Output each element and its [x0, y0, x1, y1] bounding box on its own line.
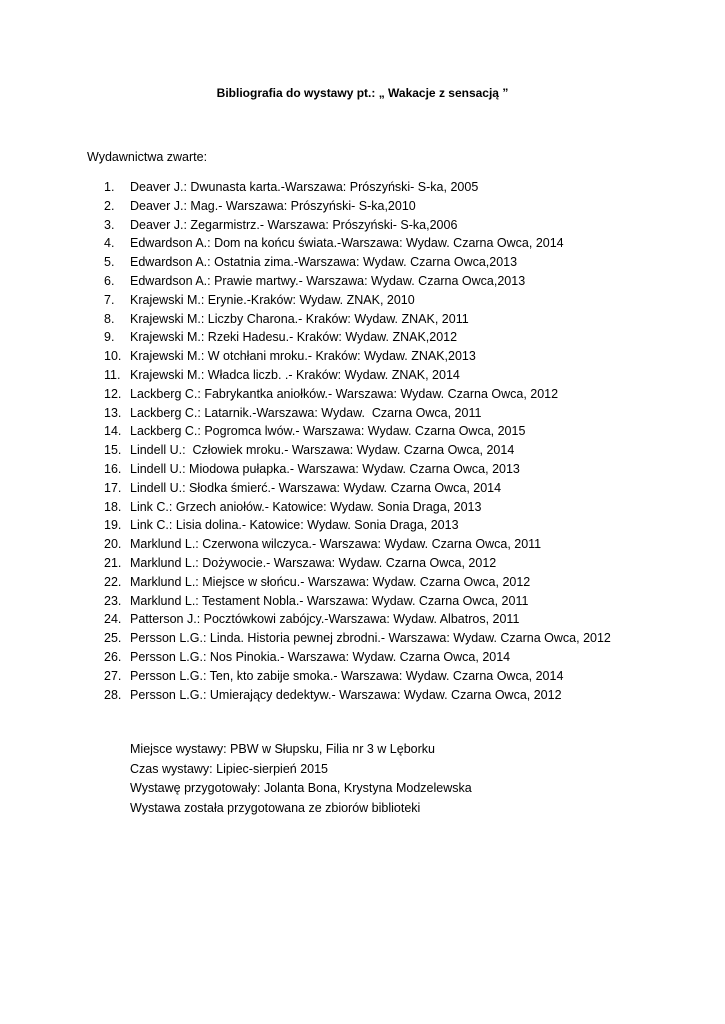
- list-item-text: Lackberg C.: Fabrykantka aniołków.- Warszawa: Wydaw. Czarna Owca, 2012: [130, 386, 559, 401]
- list-item-number: 19.: [104, 518, 122, 533]
- list-item-text: Lindell U.: Człowiek mroku.- Warszawa: Wydaw. Czarna Owca, 2014: [130, 443, 515, 458]
- list-item: [104, 686, 611, 705]
- list-item-number: 9.: [104, 330, 115, 345]
- list-item-number: 4.: [104, 236, 115, 251]
- list-item-number: 26.: [104, 649, 122, 664]
- bibliography-list: [104, 178, 611, 704]
- list-item-number: 11.: [104, 367, 121, 382]
- list-item: [104, 629, 611, 648]
- list-item-text: Link C.: Grzech aniołów.- Katowice: Wydaw. Sonia Draga, 2013: [130, 499, 482, 514]
- list-item-text: Krajewski M.: Erynie.-Kraków: Wydaw. ZNAK, 2010: [130, 292, 415, 307]
- list-item-number: 18.: [104, 499, 122, 514]
- list-item: [104, 516, 611, 535]
- list-item: [104, 573, 611, 592]
- list-item-number: 2.: [104, 198, 115, 213]
- list-item-text: Persson L.G.: Umierający dedektyw.- Warszawa: Wydaw. Czarna Owca, 2012: [130, 687, 562, 702]
- list-item-number: 27.: [104, 668, 122, 683]
- exhibition-source: Wystawa została przygotowana ze zbiorów biblioteki: [130, 800, 421, 815]
- page-title: Bibliografia do wystawy pt.: „ Wakacje z sensacją ”: [216, 86, 509, 100]
- list-item-number: 15.: [104, 443, 122, 458]
- exhibition-info: [130, 740, 472, 818]
- list-item-text: Lackberg C.: Latarnik.-Warszawa: Wydaw. Czarna Owca, 2011: [130, 405, 482, 420]
- list-item-text: Krajewski M.: Władca liczb. .- Kraków: Wydaw. ZNAK, 2014: [130, 367, 460, 382]
- list-item-text: Persson L.G.: Linda. Historia pewnej zbrodni.- Warszawa: Wydaw. Czarna Owca, 2012: [130, 631, 611, 646]
- list-item-text: Deaver J.: Dwunasta karta.-Warszawa: Prószyński- S-ka, 2005: [130, 180, 479, 194]
- list-item: [104, 667, 611, 686]
- list-item-number: 8.: [104, 311, 115, 326]
- list-item-text: Lindell U.: Słodka śmierć.- Warszawa: Wydaw. Czarna Owca, 2014: [130, 480, 502, 495]
- list-item: [104, 385, 611, 404]
- list-item-text: Edwardson A.: Ostatnia zima.-Warszawa: Wydaw. Czarna Owca,2013: [130, 255, 518, 270]
- list-item: [104, 366, 611, 385]
- list-item-number: 7.: [104, 292, 115, 307]
- exhibition-authors: Wystawę przygotowały: Jolanta Bona, Krystyna Modzelewska: [130, 781, 472, 795]
- list-item: [104, 234, 611, 253]
- list-item: [104, 460, 611, 479]
- list-item-number: 10.: [104, 349, 122, 364]
- list-item: [104, 272, 611, 291]
- list-item-text: Edwardson A.: Prawie martwy.- Warszawa: Wydaw. Czarna Owca,2013: [130, 273, 526, 288]
- list-item-number: 24.: [104, 612, 122, 627]
- list-item: [104, 422, 611, 441]
- list-item-text: Patterson J.: Pocztówkowi zabójcy.-Warszawa: Wydaw. Albatros, 2011: [130, 612, 520, 627]
- list-item: [104, 197, 611, 216]
- list-item-text: Lackberg C.: Pogromca lwów.- Warszawa: Wydaw. Czarna Owca, 2015: [130, 424, 526, 439]
- list-item-text: Edwardson A.: Dom na końcu świata.-Warszawa: Wydaw. Czarna Owca, 2014: [130, 236, 564, 251]
- list-item-number: 14.: [104, 424, 122, 439]
- list-item-text: Deaver J.: Zegarmistrz.- Warszawa: Prószyński- S-ka,2006: [130, 217, 458, 232]
- list-item: [104, 310, 611, 329]
- list-item-text: Lindell U.: Miodowa pułapka.- Warszawa: Wydaw. Czarna Owca, 2013: [130, 461, 520, 476]
- list-item: [104, 347, 611, 366]
- list-item-number: 25.: [104, 631, 122, 646]
- list-item: [104, 610, 611, 629]
- list-item-number: 5.: [104, 255, 115, 270]
- list-item: [104, 216, 611, 235]
- list-item-number: 22.: [104, 574, 122, 589]
- list-item: [104, 498, 611, 517]
- list-item-number: 13.: [104, 405, 122, 420]
- list-item: [104, 178, 611, 197]
- list-item-number: 3.: [104, 217, 115, 232]
- list-item-text: Persson L.G.: Nos Pinokia.- Warszawa: Wydaw. Czarna Owca, 2014: [130, 649, 511, 664]
- list-item: [104, 554, 611, 573]
- list-item-text: Deaver J.: Mag.- Warszawa: Prószyński- S-ka,2010: [130, 198, 416, 213]
- list-item-text: Krajewski M.: Liczby Charona.- Kraków: Wydaw. ZNAK, 2011: [130, 311, 469, 326]
- list-item: [104, 479, 611, 498]
- list-item-number: 1.: [104, 180, 115, 194]
- list-item-number: 16.: [104, 461, 122, 476]
- list-item-text: Marklund L.: Miejsce w słońcu.- Warszawa: Wydaw. Czarna Owca, 2012: [130, 574, 531, 589]
- list-item: [104, 253, 611, 272]
- list-item: [104, 592, 611, 611]
- list-item-text: Krajewski M.: W otchłani mroku.- Kraków: Wydaw. ZNAK,2013: [130, 349, 476, 364]
- list-item-text: Persson L.G.: Ten, kto zabije smoka.- Warszawa: Wydaw. Czarna Owca, 2014: [130, 668, 564, 683]
- section-heading: Wydawnictwa zwarte:: [87, 150, 208, 164]
- list-item-text: Krajewski M.: Rzeki Hadesu.- Kraków: Wydaw. ZNAK,2012: [130, 330, 458, 345]
- list-item-number: 28.: [104, 687, 122, 702]
- list-item-text: Marklund L.: Testament Nobla.- Warszawa: Wydaw. Czarna Owca, 2011: [130, 593, 529, 608]
- list-item-number: 20.: [104, 537, 122, 552]
- list-item: [104, 291, 611, 310]
- list-item-text: Link C.: Lisia dolina.- Katowice: Wydaw. Sonia Draga, 2013: [130, 518, 459, 533]
- list-item-number: 23.: [104, 593, 122, 608]
- list-item: [104, 404, 611, 423]
- list-item-number: 21.: [104, 555, 122, 570]
- list-item: [104, 535, 611, 554]
- list-item-text: Marklund L.: Dożywocie.- Warszawa: Wydaw. Czarna Owca, 2012: [130, 555, 497, 570]
- list-item: [104, 441, 611, 460]
- list-item-text: Marklund L.: Czerwona wilczyca.- Warszawa: Wydaw. Czarna Owca, 2011: [130, 537, 542, 552]
- list-item-number: 12.: [104, 386, 122, 401]
- exhibition-time: Czas wystawy: Lipiec-sierpień 2015: [130, 761, 329, 776]
- list-item-number: 17.: [104, 480, 122, 495]
- list-item: [104, 648, 611, 667]
- list-item: [104, 328, 611, 347]
- list-item-number: 6.: [104, 273, 115, 288]
- exhibition-location: Miejsce wystawy: PBW w Słupsku, Filia nr 3 w Lęborku: [130, 742, 435, 756]
